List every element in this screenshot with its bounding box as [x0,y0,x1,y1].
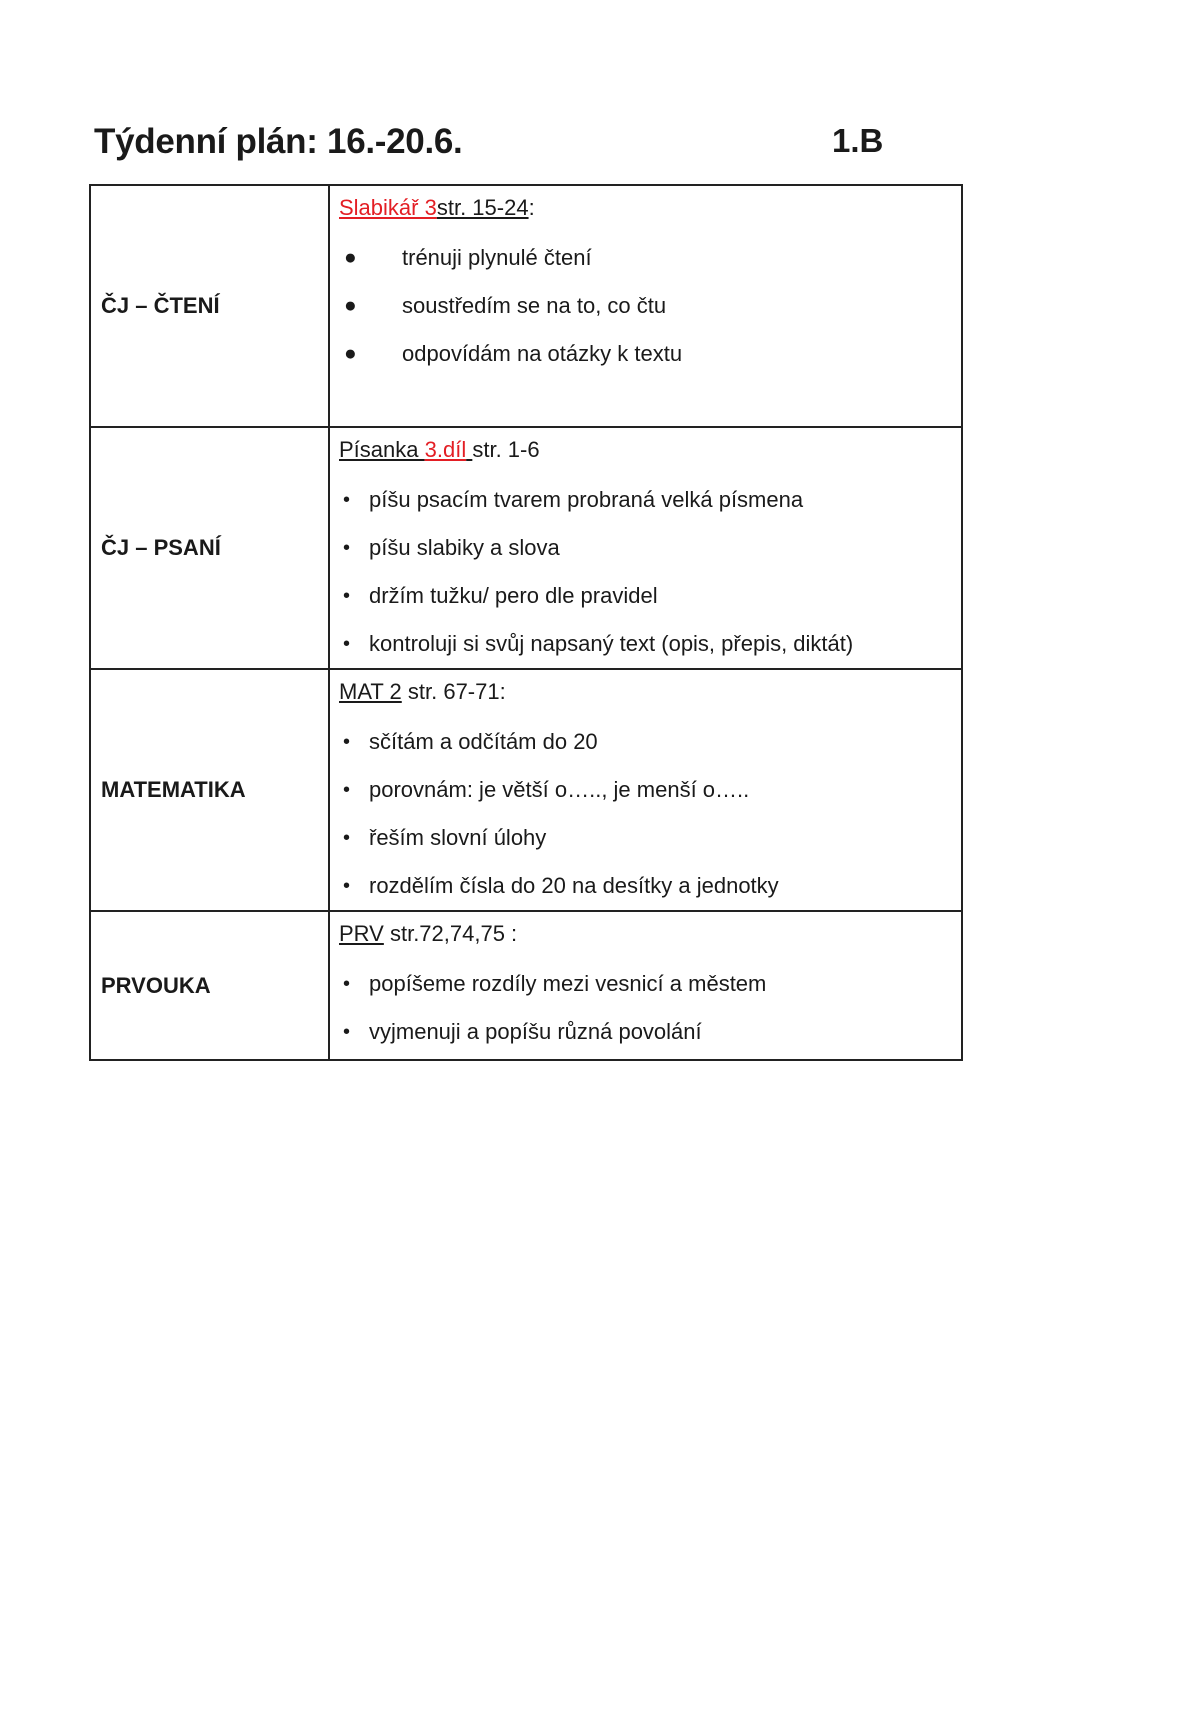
bullet-icon: • [343,973,351,995]
subject-cell: PRVOUKA [90,911,329,1060]
subject-cell: ČJ – ČTENÍ [90,185,329,427]
list-item: • píšu slabiky a slova [339,524,953,572]
textbook-pages: str. 1-6 [472,437,540,462]
content-cell [329,427,962,669]
bullet-icon: • [343,827,351,849]
bullet-icon: • [343,779,351,801]
content-cell [329,185,962,427]
list-item: • porovnám: je větší o….., je menší o….. [339,766,953,814]
bullet-icon: ● [344,246,357,269]
goal-list [339,718,953,910]
bullet-icon: • [343,633,351,655]
list-item: ● odpovídám na otázky k textu [339,330,953,378]
textbook-name: Písanka [339,437,419,462]
list-item: ● soustředím se na to, co čtu [339,282,953,330]
bullet-icon: ● [344,294,357,317]
goal-list [339,960,953,1056]
textbook-reference [339,918,953,960]
table-row [90,185,962,427]
page-title: Týdenní plán: 16.-20.6. [94,122,463,161]
textbook-pages: str. 67-71: [407,679,506,704]
content-cell [329,669,962,911]
content-cell [329,911,962,1060]
textbook-pages: str.72,74,75 : [389,921,518,946]
colon: : [528,195,535,220]
subject-cell: MATEMATIKA [90,669,329,911]
textbook-reference [339,434,953,476]
table-row [90,427,962,669]
textbook-name: Slabikář 3 [339,195,437,220]
textbook-reference [339,192,953,234]
table-row [90,911,962,1060]
list-item: • píšu psacím tvarem probraná velká písmena [339,476,953,524]
textbook-reference [339,676,953,718]
bullet-icon: • [343,1021,351,1043]
textbook-name: PRV [339,921,384,946]
list-item: • sčítám a odčítám do 20 [339,718,953,766]
list-item: • rozdělím čísla do 20 na desítky a jednotky [339,862,953,910]
bullet-icon: • [343,537,351,559]
bullet-icon: • [343,489,351,511]
table-row [90,669,962,911]
weekly-plan-table [89,184,963,1061]
goal-list [339,234,953,378]
subject-cell: ČJ – PSANÍ [90,427,329,669]
list-item: • kontroluji si svůj napsaný text (opis, přepis, diktát) [339,620,953,668]
textbook-part: 3.díl [424,437,467,462]
bullet-icon: • [343,875,351,897]
list-item: • držím tužku/ pero dle pravidel [339,572,953,620]
list-item: • vyjmenuji a popíšu různá povolání [339,1008,953,1056]
goal-list [339,476,953,668]
textbook-name: MAT 2 [339,679,402,704]
bullet-icon: ● [344,342,357,365]
bullet-icon: • [343,585,351,607]
list-item: ● trénuji plynulé čtení [339,234,953,282]
list-item: • popíšeme rozdíly mezi vesnicí a městem [339,960,953,1008]
bullet-icon: • [343,731,351,753]
class-label: 1.B [832,122,884,159]
list-item: • řeším slovní úlohy [339,814,953,862]
textbook-pages: str. 15-24 [436,195,529,220]
